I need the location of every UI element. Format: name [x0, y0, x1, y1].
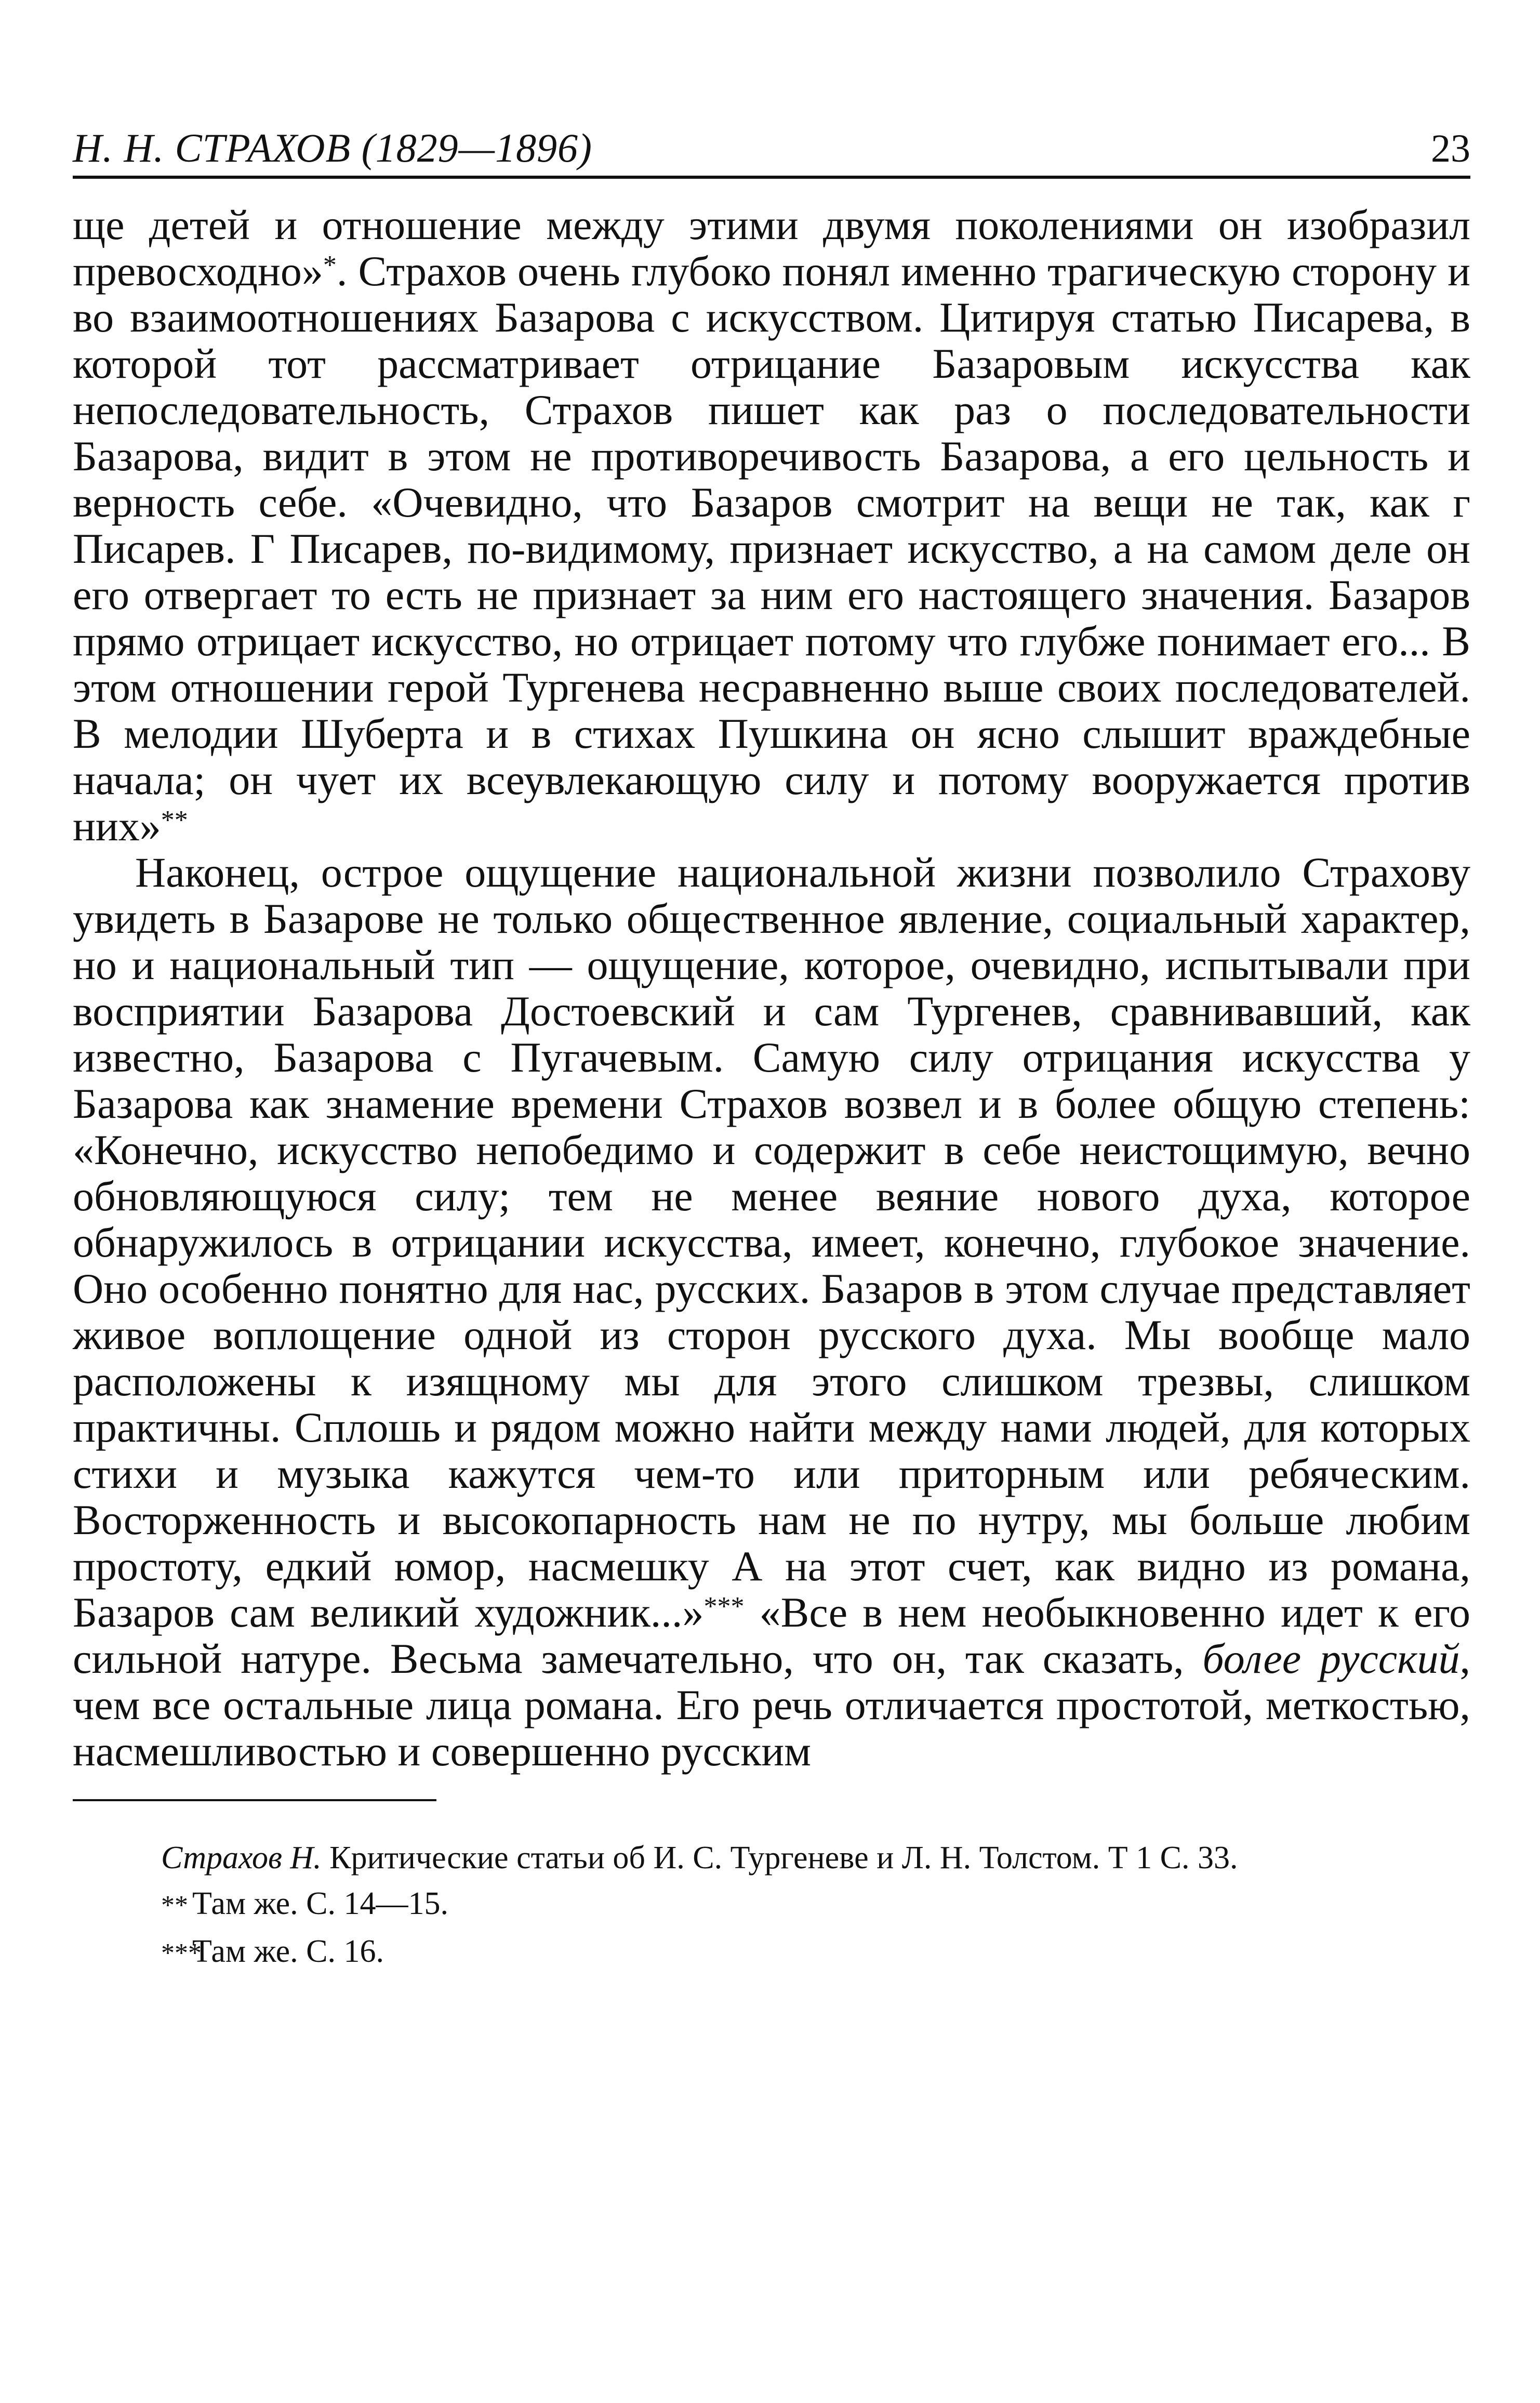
running-head — [73, 109, 1470, 179]
footnote-2 — [161, 1883, 1450, 1926]
footnote-ref-1: * — [323, 250, 337, 280]
book-page — [73, 109, 1470, 1979]
paragraph-2-text: Наконец, острое ощущение национальной жизни позволило Страхову увидеть в Базарове не только общественное явление, социальный характер, но и национальный тип — ощущение, которое, очевидно, испытывали при восприятии Базарова Достоевский и сам Тургенев, сравнивавший, как известно, Базарова с Пугачевым. Самую силу отрицания искусства у Базарова как знамение времени Страхов возвел и в более общую степень: «Конечно, искусство непобедимо и содержит в себе неистощимую, вечно обновляющуюся силу; тем не менее веяние нового духа, которое обнаружилось в отрицании искусства, имеет, конечно, глубокое значение. Оно особенно понятно для нас, русских. Базаров в этом случае представляет живое воплощение одной из сторон русского духа. Мы вообще мало расположены к изящному мы для этого слишком трезвы, слишком практичны. Сплошь и рядом можно найти между нами людей, для которых стихи и музыка кажутся чем-то или приторным или ребяческим. Восторженность и высокопарность нам не по нутру, мы больше любим простоту, едкий юмор, насмешку А на этот счет, как видно из романа, Базаров сам великий художник...» — [73, 849, 1470, 1636]
paragraph-1-text: ще детей и отношение между этими двумя поколениями он изобразил превосходно» — [73, 201, 1470, 295]
footnote-2-text: Там же. С. 14—15. — [192, 1886, 448, 1921]
emphasized-phrase: более русский — [1202, 1635, 1460, 1682]
paragraph-2 — [73, 849, 1470, 1774]
paragraph-2-ending: , чем все остальные лица романа. Его речь отличается простотой, меткостью, насмешливостью и совершенно русским — [73, 1635, 1470, 1775]
footnote-ref-3: *** — [703, 1592, 745, 1621]
running-title: Н. Н. СТРАХОВ (1829—1896) — [73, 125, 592, 170]
footnote-2-mark: ** — [161, 1891, 188, 1920]
footnote-1 — [161, 1838, 1450, 1878]
footnote-3 — [161, 1931, 1450, 1974]
footnote-3-text: Там же. С. 16. — [192, 1934, 384, 1969]
body-text — [73, 202, 1470, 1774]
page-number: 23 — [1431, 127, 1470, 170]
paragraph-1 — [73, 202, 1470, 849]
footnote-1-author: Страхов Н. — [161, 1840, 322, 1876]
footnote-3-mark: *** — [161, 1938, 202, 1968]
paragraph-1-continuation: . Страхов очень глубоко понял именно трагическую сторону и во взаимоотношениях Базарова с искусством. Цитируя статью Писарева, в которой тот рассматривает отрицание Базаровым искусства как непоследовательность, Страхов пишет как раз о последовательности Базарова, видит в этом не противоречивость Базарова, а его цельность и верность себе. «Очевидно, что Базаров смотрит на вещи не так, как г Писарев. Г Писарев, по-видимому, признает искусство, а на самом деле он его отвергает то есть не признает за ним его настоящего значения. Базаров прямо отрицает искусство, но отрицает потому что глубже понимает его... В этом отношении герой Тургенева несравненно выше своих последователей. В мелодии Шуберта и в стихах Пушкина он ясно слышит враждебные начала; он чует их всеувлекающую силу и потому вооружается против них» — [73, 247, 1470, 850]
footnote-rule — [73, 1799, 436, 1801]
paragraph-2-continuation: «Все в нем необыкновенно идет к его сильной натуре. Весьма замечательно, что он, так сказать, — [73, 1589, 1471, 1682]
footnote-ref-2: ** — [161, 806, 188, 835]
footnotes — [73, 1838, 1470, 1974]
footnote-1-text: Критические статьи об И. С. Тургеневе и Л. Н. Толстом. Т 1 С. 33. — [321, 1840, 1238, 1876]
